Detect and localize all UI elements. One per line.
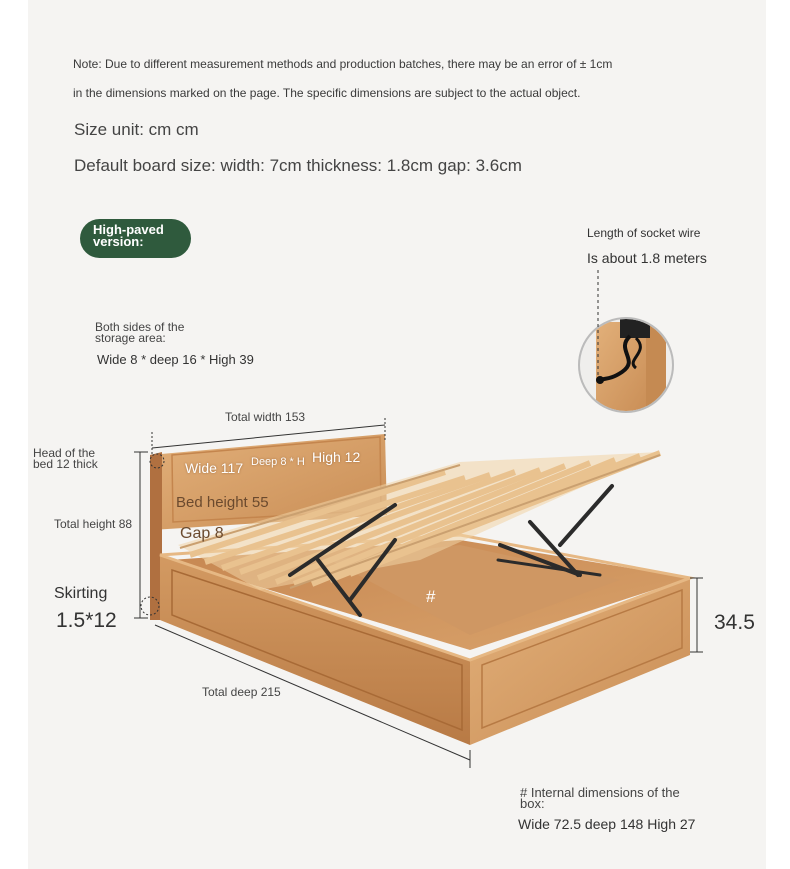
head-thickness-label: Head of the bed 12 thick bbox=[33, 446, 98, 471]
storage-value: Wide 8 * deep 16 * High 39 bbox=[97, 352, 254, 367]
total-height-label: Total height 88 bbox=[54, 517, 133, 531]
box-mark: # bbox=[426, 587, 436, 606]
headboard-wide: Wide 117 bbox=[185, 460, 244, 476]
internal-dims-label: # Internal dimensions of the box: bbox=[520, 785, 680, 811]
skirting-value: 1.5*12 bbox=[56, 609, 117, 632]
board-size: Default board size: width: 7cm thickness: 1.8cm gap: 3.6cm bbox=[74, 156, 522, 175]
note-line-2: in the dimensions marked on the page. The specific dimensions are subject to the actual object. bbox=[73, 86, 581, 100]
version-badge-label: High-paved version: bbox=[93, 222, 164, 249]
socket-detail-image bbox=[578, 270, 674, 413]
note-line-1: Note: Due to different measurement methods and production batches, there may be an error of ± 1cm bbox=[73, 57, 613, 71]
size-unit: Size unit: cm cm bbox=[74, 120, 199, 139]
socket-value: Is about 1.8 meters bbox=[587, 250, 707, 266]
gap-label: Gap 8 bbox=[180, 525, 224, 542]
total-width-label: Total width 153 bbox=[225, 410, 306, 424]
bed-height-label: Bed height 55 bbox=[176, 494, 269, 511]
storage-label: Both sides of the storage area: bbox=[95, 320, 185, 345]
headboard-high: High 12 bbox=[312, 449, 361, 465]
internal-dims-value: Wide 72.5 deep 148 High 27 bbox=[518, 816, 696, 832]
socket-label: Length of socket wire bbox=[587, 226, 701, 240]
headboard-deep: Deep 8 * H bbox=[251, 456, 305, 468]
total-deep-label: Total deep 215 bbox=[202, 685, 281, 699]
side-height-label: 34.5 bbox=[714, 611, 755, 634]
skirting-label: Skirting bbox=[54, 585, 108, 602]
